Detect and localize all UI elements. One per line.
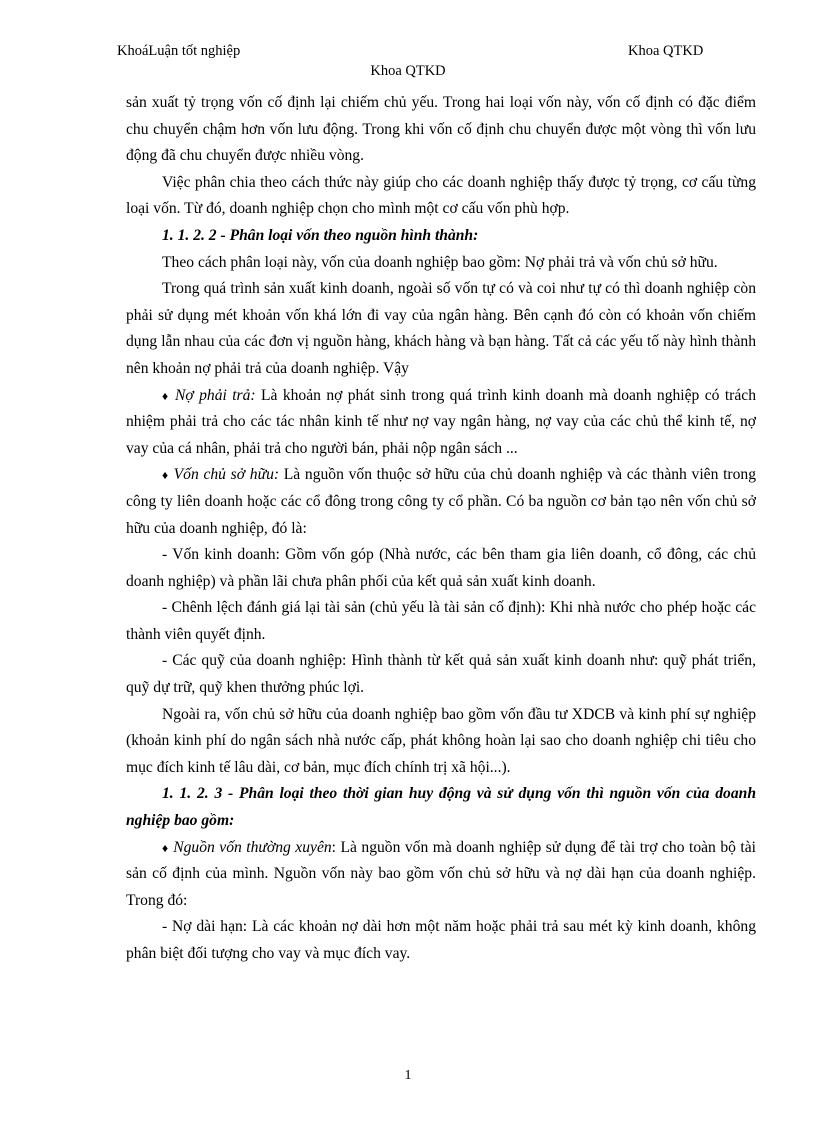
term-no-phai-tra: Nợ phải trả:: [175, 386, 256, 404]
document-body: [126, 90, 756, 968]
paragraph-1: sản xuất tỷ trọng vốn cố định lại chiếm chủ yếu. Trong hai loại vốn này, vốn cố định có đặc điểm chu chuyển chậm hơn vốn lưu động. Trong khi vốn cố định chu chuyển được một vòng thì vốn lưu động đã chu chuyển được nhiều vòng.: [126, 94, 756, 165]
bullet-nguon-von-thuong-xuyen: [126, 835, 756, 915]
section-heading-1-1-2-2: 1. 1. 2. 2 - Phân loại vốn theo nguồn hình thành:: [162, 226, 479, 244]
dash-item-chenh-lech: - Chênh lệch đánh giá lại tài sản (chủ yếu là tài sản cố định): Khi nhà nước cho phép hoặc các thành viên quyết định.: [126, 599, 756, 643]
definition-no-phai-tra: Là khoản nợ phát sinh trong quá trình kinh doanh mà doanh nghiệp có trách nhiệm phải trả cho các tác nhân kinh tế như nợ vay ngân hàng, nợ vay của các chủ thể kinh tế, nợ vay của cá nhân, phải trả cho người bán, phải nộp ngân sách ...: [126, 386, 756, 457]
definition-nguon-von-thuong-xuyen: : Là nguồn vốn mà doanh nghiệp sử dụng để tài trợ cho toàn bộ tài sản cố định của mình. Nguồn vốn này bao gồm vốn chủ sở hữu và nợ dài hạn của doanh nghiệp. Trong đó:: [126, 838, 756, 909]
header-center: Khoa QTKD: [370, 63, 446, 79]
header-left: KhoáLuận tốt nghiệp: [117, 43, 241, 59]
paragraph-2: Việc phân chia theo cách thức này giúp cho các doanh nghiệp thấy được tỷ trọng, cơ cấu từng loại vốn. Từ đó, doanh nghiệp chọn cho mình một cơ cấu vốn phù hợp.: [126, 173, 756, 218]
paragraph-4: Trong quá trình sản xuất kinh doanh, ngoài số vốn tự có và coi như tự có thì doanh nghiệp còn phải sử dụng mét khoản vốn khá lớn đi vay của ngân hàng. Bên cạnh đó còn có khoản vốn chiếm dụng lẫn nhau của các đơn vị nguồn hàng, khách hàng và bạn hàng. Tất cả các yếu tố này hình thành nên khoản nợ phải trả của doanh nghiệp. Vậy: [126, 280, 756, 377]
diamond-bullet-icon: ♦: [162, 840, 169, 855]
header-right: Khoa QTKD: [628, 43, 704, 59]
diamond-bullet-icon: ♦: [162, 388, 170, 403]
dash-item-cac-quy: - Các quỹ của doanh nghiệp: Hình thành từ kết quả sản xuất kinh doanh như: quỹ phát triển, quỹ dự trữ, quỹ khen thưởng phúc lợi.: [126, 652, 756, 697]
dash-item-no-dai-han: - Nợ dài hạn: Là các khoản nợ dài hơn một năm hoặc phải trả sau mét kỳ kinh doanh, không phân biệt đối tượng cho vay và mục đích vay.: [126, 918, 756, 962]
diamond-bullet-icon: ♦: [162, 468, 169, 483]
bullet-von-chu-so-huu: [126, 462, 756, 542]
paragraph-3: Theo cách phân loại này, vốn của doanh nghiệp bao gồm: Nợ phải trả và vốn chủ sở hữu.: [162, 253, 718, 271]
term-nguon-von-thuong-xuyen: Nguồn vốn thường xuyên: [173, 838, 332, 856]
definition-von-chu-so-huu: Là nguồn vốn thuộc sở hữu của chủ doanh nghiệp và các thành viên trong công ty liên doanh hoặc các cổ đông trong công ty cổ phần. Có ba nguồn cơ bản tạo nên vốn chủ sở hữu của doanh nghiệp, đó là:: [126, 466, 756, 537]
bullet-no-phai-tra: [126, 383, 756, 463]
section-heading-1-1-2-3: 1. 1. 2. 3 - Phân loại theo thời gian huy động và sử dụng vốn thì nguồn vốn của doanh nghiệp bao gồm:: [126, 785, 756, 830]
term-von-chu-so-huu: Vốn chủ sở hữu:: [173, 466, 280, 484]
paragraph-5: Ngoài ra, vốn chủ sở hữu của doanh nghiệp bao gồm vốn đầu tư XDCB và kinh phí sự nghiệp (khoản kinh phí do ngân sách nhà nước cấp, phát không hoàn lại sao cho doanh nghiệp chi tiêu cho mục đích kinh tế lâu dài, cơ bản, mục đích chính trị xã hội...).: [126, 705, 756, 776]
page-number: 1: [404, 1068, 412, 1083]
dash-item-von-kinh-doanh: - Vốn kinh doanh: Gồm vốn góp (Nhà nước, các bên tham gia liên doanh, cổ đông, các chủ doanh nghiệp) và phần lãi chưa phân phối của kết quả sản xuất kinh doanh.: [126, 546, 756, 590]
